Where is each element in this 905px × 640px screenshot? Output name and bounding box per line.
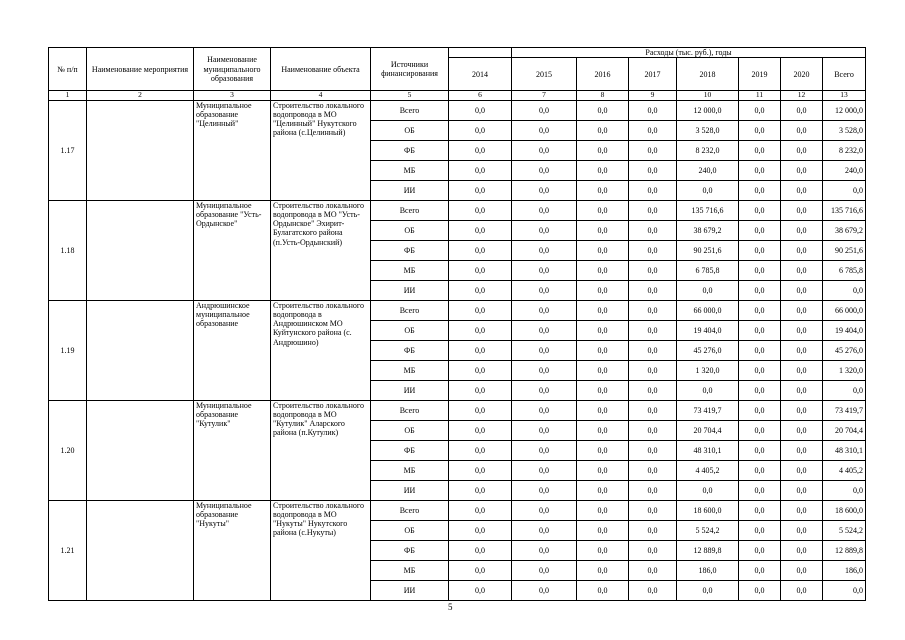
amount-cell: 0,0 bbox=[781, 280, 823, 300]
amount-cell: 0,0 bbox=[781, 240, 823, 260]
funding-table bbox=[48, 47, 866, 601]
amount-cell: 90 251,6 bbox=[677, 240, 739, 260]
amount-cell: 0,0 bbox=[629, 380, 677, 400]
amount-cell: 0,0 bbox=[781, 260, 823, 280]
amount-cell: 0,0 bbox=[577, 320, 629, 340]
amount-cell: 0,0 bbox=[512, 560, 577, 580]
amount-cell: 1 320,0 bbox=[677, 360, 739, 380]
amount-cell: 0,0 bbox=[577, 380, 629, 400]
amount-cell: 0,0 bbox=[629, 340, 677, 360]
event-name-cell bbox=[87, 200, 194, 300]
amount-cell: 0,0 bbox=[781, 200, 823, 220]
amount-cell: 0,0 bbox=[512, 480, 577, 500]
amount-cell: 0,0 bbox=[781, 500, 823, 520]
amount-cell: 0,0 bbox=[449, 360, 512, 380]
amount-cell: 3 528,0 bbox=[823, 120, 866, 140]
amount-cell: 0,0 bbox=[739, 140, 781, 160]
amount-cell: 0,0 bbox=[449, 400, 512, 420]
amount-cell: 5 524,2 bbox=[823, 520, 866, 540]
amount-cell: 18 600,0 bbox=[677, 500, 739, 520]
amount-cell: 0,0 bbox=[739, 400, 781, 420]
amount-cell: 0,0 bbox=[577, 420, 629, 440]
municipality-name: Муниципальное образование "Целинный" bbox=[194, 100, 271, 200]
amount-cell: 0,0 bbox=[577, 400, 629, 420]
amount-cell: 0,0 bbox=[577, 560, 629, 580]
amount-cell: 0,0 bbox=[781, 360, 823, 380]
column-number: 3 bbox=[194, 91, 271, 101]
amount-cell: 0,0 bbox=[739, 440, 781, 460]
amount-cell: 0,0 bbox=[512, 400, 577, 420]
funding-source: Всего bbox=[371, 400, 449, 420]
funding-source: Всего bbox=[371, 200, 449, 220]
header-year: 2018 bbox=[677, 58, 739, 91]
amount-cell: 0,0 bbox=[781, 460, 823, 480]
amount-cell: 0,0 bbox=[629, 140, 677, 160]
object-name: Строительство локального водопровода в МО "Целинный" Нукутского района (с.Целинный) bbox=[271, 100, 371, 200]
amount-cell: 0,0 bbox=[781, 300, 823, 320]
amount-cell: 0,0 bbox=[739, 200, 781, 220]
table-row bbox=[49, 200, 866, 220]
column-number: 13 bbox=[823, 91, 866, 101]
object-name: Строительство локального водопровода в МО "Кутулик" Аларского района (п.Кутулик) bbox=[271, 400, 371, 500]
amount-cell: 0,0 bbox=[512, 300, 577, 320]
column-number: 12 bbox=[781, 91, 823, 101]
amount-cell: 0,0 bbox=[629, 420, 677, 440]
funding-source: МБ bbox=[371, 160, 449, 180]
amount-cell: 12 000,0 bbox=[823, 100, 866, 120]
amount-cell: 45 276,0 bbox=[677, 340, 739, 360]
amount-cell: 0,0 bbox=[449, 240, 512, 260]
table-row bbox=[49, 400, 866, 420]
column-number: 6 bbox=[449, 91, 512, 101]
table-row bbox=[49, 300, 866, 320]
amount-cell: 20 704,4 bbox=[823, 420, 866, 440]
amount-cell: 0,0 bbox=[781, 180, 823, 200]
amount-cell: 0,0 bbox=[781, 100, 823, 120]
amount-cell: 186,0 bbox=[677, 560, 739, 580]
amount-cell: 0,0 bbox=[629, 540, 677, 560]
amount-cell: 0,0 bbox=[781, 380, 823, 400]
funding-source: ОБ bbox=[371, 220, 449, 240]
amount-cell: 0,0 bbox=[449, 420, 512, 440]
amount-cell: 0,0 bbox=[781, 220, 823, 240]
amount-cell: 0,0 bbox=[512, 580, 577, 600]
amount-cell: 0,0 bbox=[739, 340, 781, 360]
amount-cell: 0,0 bbox=[512, 380, 577, 400]
amount-cell: 0,0 bbox=[577, 280, 629, 300]
funding-source: ОБ bbox=[371, 120, 449, 140]
amount-cell: 6 785,8 bbox=[677, 260, 739, 280]
amount-cell: 12 000,0 bbox=[677, 100, 739, 120]
funding-source: ОБ bbox=[371, 320, 449, 340]
amount-cell: 0,0 bbox=[449, 540, 512, 560]
amount-cell: 0,0 bbox=[739, 320, 781, 340]
amount-cell: 0,0 bbox=[677, 280, 739, 300]
amount-cell: 0,0 bbox=[629, 200, 677, 220]
page-number: 5 bbox=[448, 602, 453, 612]
table-header bbox=[49, 48, 866, 91]
amount-cell: 20 704,4 bbox=[677, 420, 739, 440]
amount-cell: 0,0 bbox=[677, 380, 739, 400]
funding-source: ФБ bbox=[371, 240, 449, 260]
amount-cell: 0,0 bbox=[629, 320, 677, 340]
amount-cell: 0,0 bbox=[677, 480, 739, 500]
amount-cell: 0,0 bbox=[512, 340, 577, 360]
event-name-cell bbox=[87, 300, 194, 400]
amount-cell: 8 232,0 bbox=[677, 140, 739, 160]
amount-cell: 0,0 bbox=[512, 260, 577, 280]
funding-source: ФБ bbox=[371, 440, 449, 460]
amount-cell: 0,0 bbox=[577, 460, 629, 480]
funding-source: ИИ bbox=[371, 580, 449, 600]
funding-source: ИИ bbox=[371, 380, 449, 400]
amount-cell: 0,0 bbox=[739, 580, 781, 600]
item-number: 1.18 bbox=[49, 200, 87, 300]
amount-cell: 38 679,2 bbox=[677, 220, 739, 240]
amount-cell: 0,0 bbox=[512, 120, 577, 140]
amount-cell: 0,0 bbox=[629, 400, 677, 420]
amount-cell: 0,0 bbox=[781, 140, 823, 160]
funding-source: МБ bbox=[371, 360, 449, 380]
amount-cell: 0,0 bbox=[449, 260, 512, 280]
funding-source: ИИ bbox=[371, 280, 449, 300]
amount-cell: 0,0 bbox=[781, 400, 823, 420]
amount-cell: 135 716,6 bbox=[823, 200, 866, 220]
funding-source: МБ bbox=[371, 460, 449, 480]
amount-cell: 0,0 bbox=[739, 120, 781, 140]
amount-cell: 0,0 bbox=[449, 140, 512, 160]
amount-cell: 0,0 bbox=[677, 580, 739, 600]
amount-cell: 0,0 bbox=[629, 560, 677, 580]
amount-cell: 0,0 bbox=[512, 440, 577, 460]
amount-cell: 0,0 bbox=[512, 320, 577, 340]
amount-cell: 0,0 bbox=[449, 100, 512, 120]
amount-cell: 0,0 bbox=[577, 140, 629, 160]
amount-cell: 0,0 bbox=[823, 380, 866, 400]
funding-source: МБ bbox=[371, 560, 449, 580]
amount-cell: 0,0 bbox=[739, 100, 781, 120]
header-sources: Источники финансирования bbox=[371, 48, 449, 91]
amount-cell: 0,0 bbox=[577, 500, 629, 520]
column-number-row bbox=[49, 91, 866, 101]
header-year: 2019 bbox=[739, 58, 781, 91]
amount-cell: 0,0 bbox=[449, 580, 512, 600]
amount-cell: 0,0 bbox=[577, 260, 629, 280]
amount-cell: 0,0 bbox=[449, 440, 512, 460]
amount-cell: 0,0 bbox=[512, 420, 577, 440]
amount-cell: 0,0 bbox=[512, 360, 577, 380]
amount-cell: 0,0 bbox=[629, 500, 677, 520]
item-number: 1.17 bbox=[49, 100, 87, 200]
column-number: 7 bbox=[512, 91, 577, 101]
funding-source: Всего bbox=[371, 500, 449, 520]
amount-cell: 0,0 bbox=[629, 100, 677, 120]
amount-cell: 0,0 bbox=[577, 180, 629, 200]
amount-cell: 73 419,7 bbox=[677, 400, 739, 420]
amount-cell: 12 889,8 bbox=[823, 540, 866, 560]
amount-cell: 0,0 bbox=[449, 180, 512, 200]
amount-cell: 38 679,2 bbox=[823, 220, 866, 240]
amount-cell: 0,0 bbox=[739, 420, 781, 440]
amount-cell: 0,0 bbox=[629, 180, 677, 200]
amount-cell: 0,0 bbox=[781, 520, 823, 540]
amount-cell: 0,0 bbox=[629, 360, 677, 380]
funding-source: ИИ bbox=[371, 480, 449, 500]
amount-cell: 0,0 bbox=[577, 100, 629, 120]
amount-cell: 0,0 bbox=[781, 420, 823, 440]
amount-cell: 0,0 bbox=[739, 500, 781, 520]
amount-cell: 0,0 bbox=[629, 240, 677, 260]
header-object: Наименование объекта bbox=[271, 48, 371, 91]
amount-cell: 0,0 bbox=[512, 200, 577, 220]
funding-source: ИИ bbox=[371, 180, 449, 200]
amount-cell: 0,0 bbox=[739, 480, 781, 500]
object-name: Строительство локального водопровода в МО "Нукуты" Нукутского района (с.Нукуты) bbox=[271, 500, 371, 600]
amount-cell: 0,0 bbox=[449, 560, 512, 580]
item-number: 1.19 bbox=[49, 300, 87, 400]
amount-cell: 19 404,0 bbox=[677, 320, 739, 340]
amount-cell: 12 889,8 bbox=[677, 540, 739, 560]
amount-cell: 73 419,7 bbox=[823, 400, 866, 420]
amount-cell: 0,0 bbox=[449, 120, 512, 140]
item-number: 1.20 bbox=[49, 400, 87, 500]
amount-cell: 0,0 bbox=[449, 460, 512, 480]
header-event: Наименование мероприятия bbox=[87, 48, 194, 91]
amount-cell: 0,0 bbox=[512, 180, 577, 200]
header-num: № п/п bbox=[49, 48, 87, 91]
amount-cell: 0,0 bbox=[577, 120, 629, 140]
amount-cell: 0,0 bbox=[629, 280, 677, 300]
amount-cell: 0,0 bbox=[781, 320, 823, 340]
amount-cell: 90 251,6 bbox=[823, 240, 866, 260]
amount-cell: 0,0 bbox=[739, 280, 781, 300]
amount-cell: 0,0 bbox=[629, 300, 677, 320]
amount-cell: 0,0 bbox=[512, 100, 577, 120]
funding-source: ФБ bbox=[371, 140, 449, 160]
amount-cell: 0,0 bbox=[449, 320, 512, 340]
amount-cell: 0,0 bbox=[577, 340, 629, 360]
funding-source: ФБ bbox=[371, 340, 449, 360]
municipality-name: Муниципальное образование "Усть-Ордынское" bbox=[194, 200, 271, 300]
amount-cell: 0,0 bbox=[449, 200, 512, 220]
column-number: 8 bbox=[577, 91, 629, 101]
header-municipality: Наименование муниципального образования bbox=[194, 48, 271, 91]
funding-source: Всего bbox=[371, 100, 449, 120]
amount-cell: 0,0 bbox=[629, 220, 677, 240]
amount-cell: 0,0 bbox=[739, 540, 781, 560]
amount-cell: 0,0 bbox=[629, 160, 677, 180]
amount-cell: 0,0 bbox=[823, 580, 866, 600]
municipality-name: Муниципальное образование "Кутулик" bbox=[194, 400, 271, 500]
amount-cell: 0,0 bbox=[577, 300, 629, 320]
amount-cell: 0,0 bbox=[512, 160, 577, 180]
column-number: 4 bbox=[271, 91, 371, 101]
amount-cell: 0,0 bbox=[512, 140, 577, 160]
funding-source: Всего bbox=[371, 300, 449, 320]
amount-cell: 0,0 bbox=[449, 160, 512, 180]
amount-cell: 0,0 bbox=[577, 540, 629, 560]
amount-cell: 0,0 bbox=[739, 560, 781, 580]
amount-cell: 0,0 bbox=[577, 520, 629, 540]
event-name-cell bbox=[87, 400, 194, 500]
amount-cell: 0,0 bbox=[739, 240, 781, 260]
amount-cell: 0,0 bbox=[577, 240, 629, 260]
column-number: 9 bbox=[629, 91, 677, 101]
amount-cell: 0,0 bbox=[677, 180, 739, 200]
amount-cell: 0,0 bbox=[449, 380, 512, 400]
amount-cell: 0,0 bbox=[823, 180, 866, 200]
funding-source: ОБ bbox=[371, 420, 449, 440]
amount-cell: 0,0 bbox=[512, 500, 577, 520]
column-number: 11 bbox=[739, 91, 781, 101]
amount-cell: 0,0 bbox=[781, 540, 823, 560]
amount-cell: 0,0 bbox=[739, 520, 781, 540]
amount-cell: 66 000,0 bbox=[677, 300, 739, 320]
amount-cell: 6 785,8 bbox=[823, 260, 866, 280]
amount-cell: 19 404,0 bbox=[823, 320, 866, 340]
amount-cell: 1 320,0 bbox=[823, 360, 866, 380]
amount-cell: 0,0 bbox=[823, 480, 866, 500]
amount-cell: 186,0 bbox=[823, 560, 866, 580]
amount-cell: 0,0 bbox=[781, 120, 823, 140]
amount-cell: 0,0 bbox=[781, 560, 823, 580]
amount-cell: 48 310,1 bbox=[823, 440, 866, 460]
header-year: Всего bbox=[823, 58, 866, 91]
table-row bbox=[49, 500, 866, 520]
amount-cell: 8 232,0 bbox=[823, 140, 866, 160]
amount-cell: 0,0 bbox=[781, 580, 823, 600]
funding-source: ОБ bbox=[371, 520, 449, 540]
header-year: 2017 bbox=[629, 58, 677, 91]
amount-cell: 0,0 bbox=[629, 440, 677, 460]
header-blank bbox=[449, 48, 512, 58]
item-number: 1.21 bbox=[49, 500, 87, 600]
amount-cell: 0,0 bbox=[449, 300, 512, 320]
header-expenses: Расходы (тыс. руб.), годы bbox=[512, 48, 866, 58]
amount-cell: 0,0 bbox=[629, 580, 677, 600]
amount-cell: 0,0 bbox=[512, 520, 577, 540]
amount-cell: 0,0 bbox=[512, 280, 577, 300]
amount-cell: 0,0 bbox=[577, 440, 629, 460]
amount-cell: 0,0 bbox=[823, 280, 866, 300]
amount-cell: 240,0 bbox=[823, 160, 866, 180]
amount-cell: 0,0 bbox=[629, 520, 677, 540]
municipality-name: Муниципальное образование "Нукуты" bbox=[194, 500, 271, 600]
object-name: Строительство локального водопровода в Андрюшинском МО Куйтунского района (с. Андрюшино) bbox=[271, 300, 371, 400]
amount-cell: 4 405,2 bbox=[823, 460, 866, 480]
municipality-name: Андрюшинское муниципальное образование bbox=[194, 300, 271, 400]
amount-cell: 0,0 bbox=[512, 460, 577, 480]
column-number: 2 bbox=[87, 91, 194, 101]
amount-cell: 240,0 bbox=[677, 160, 739, 180]
amount-cell: 0,0 bbox=[577, 360, 629, 380]
amount-cell: 0,0 bbox=[512, 220, 577, 240]
amount-cell: 66 000,0 bbox=[823, 300, 866, 320]
amount-cell: 0,0 bbox=[512, 240, 577, 260]
amount-cell: 18 600,0 bbox=[823, 500, 866, 520]
event-name-cell bbox=[87, 500, 194, 600]
amount-cell: 45 276,0 bbox=[823, 340, 866, 360]
table-row bbox=[49, 100, 866, 120]
amount-cell: 0,0 bbox=[577, 580, 629, 600]
amount-cell: 0,0 bbox=[449, 520, 512, 540]
amount-cell: 0,0 bbox=[739, 460, 781, 480]
header-year: 2015 bbox=[512, 58, 577, 91]
amount-cell: 0,0 bbox=[629, 460, 677, 480]
amount-cell: 0,0 bbox=[449, 480, 512, 500]
amount-cell: 0,0 bbox=[781, 440, 823, 460]
object-name: Строительство локального водопровода в МО "Усть-Ордынское" Эхирит-Булагатского района (п.Усть-Ордынский) bbox=[271, 200, 371, 300]
amount-cell: 0,0 bbox=[739, 180, 781, 200]
amount-cell: 0,0 bbox=[781, 480, 823, 500]
amount-cell: 0,0 bbox=[577, 220, 629, 240]
amount-cell: 0,0 bbox=[629, 120, 677, 140]
amount-cell: 0,0 bbox=[577, 200, 629, 220]
column-number: 10 bbox=[677, 91, 739, 101]
header-year: 2014 bbox=[449, 58, 512, 91]
amount-cell: 0,0 bbox=[781, 160, 823, 180]
header-year: 2016 bbox=[577, 58, 629, 91]
amount-cell: 0,0 bbox=[449, 340, 512, 360]
amount-cell: 0,0 bbox=[512, 540, 577, 560]
amount-cell: 0,0 bbox=[739, 260, 781, 280]
amount-cell: 0,0 bbox=[449, 500, 512, 520]
amount-cell: 0,0 bbox=[781, 340, 823, 360]
funding-source: ФБ bbox=[371, 540, 449, 560]
event-name-cell bbox=[87, 100, 194, 200]
amount-cell: 135 716,6 bbox=[677, 200, 739, 220]
column-number: 5 bbox=[371, 91, 449, 101]
column-number: 1 bbox=[49, 91, 87, 101]
amount-cell: 0,0 bbox=[577, 160, 629, 180]
amount-cell: 48 310,1 bbox=[677, 440, 739, 460]
header-year: 2020 bbox=[781, 58, 823, 91]
amount-cell: 0,0 bbox=[449, 280, 512, 300]
amount-cell: 5 524,2 bbox=[677, 520, 739, 540]
amount-cell: 0,0 bbox=[449, 220, 512, 240]
amount-cell: 0,0 bbox=[739, 160, 781, 180]
amount-cell: 0,0 bbox=[577, 480, 629, 500]
amount-cell: 0,0 bbox=[739, 220, 781, 240]
amount-cell: 0,0 bbox=[739, 360, 781, 380]
amount-cell: 0,0 bbox=[739, 380, 781, 400]
amount-cell: 0,0 bbox=[739, 300, 781, 320]
amount-cell: 0,0 bbox=[629, 260, 677, 280]
amount-cell: 3 528,0 bbox=[677, 120, 739, 140]
funding-source: МБ bbox=[371, 260, 449, 280]
amount-cell: 0,0 bbox=[629, 480, 677, 500]
amount-cell: 4 405,2 bbox=[677, 460, 739, 480]
